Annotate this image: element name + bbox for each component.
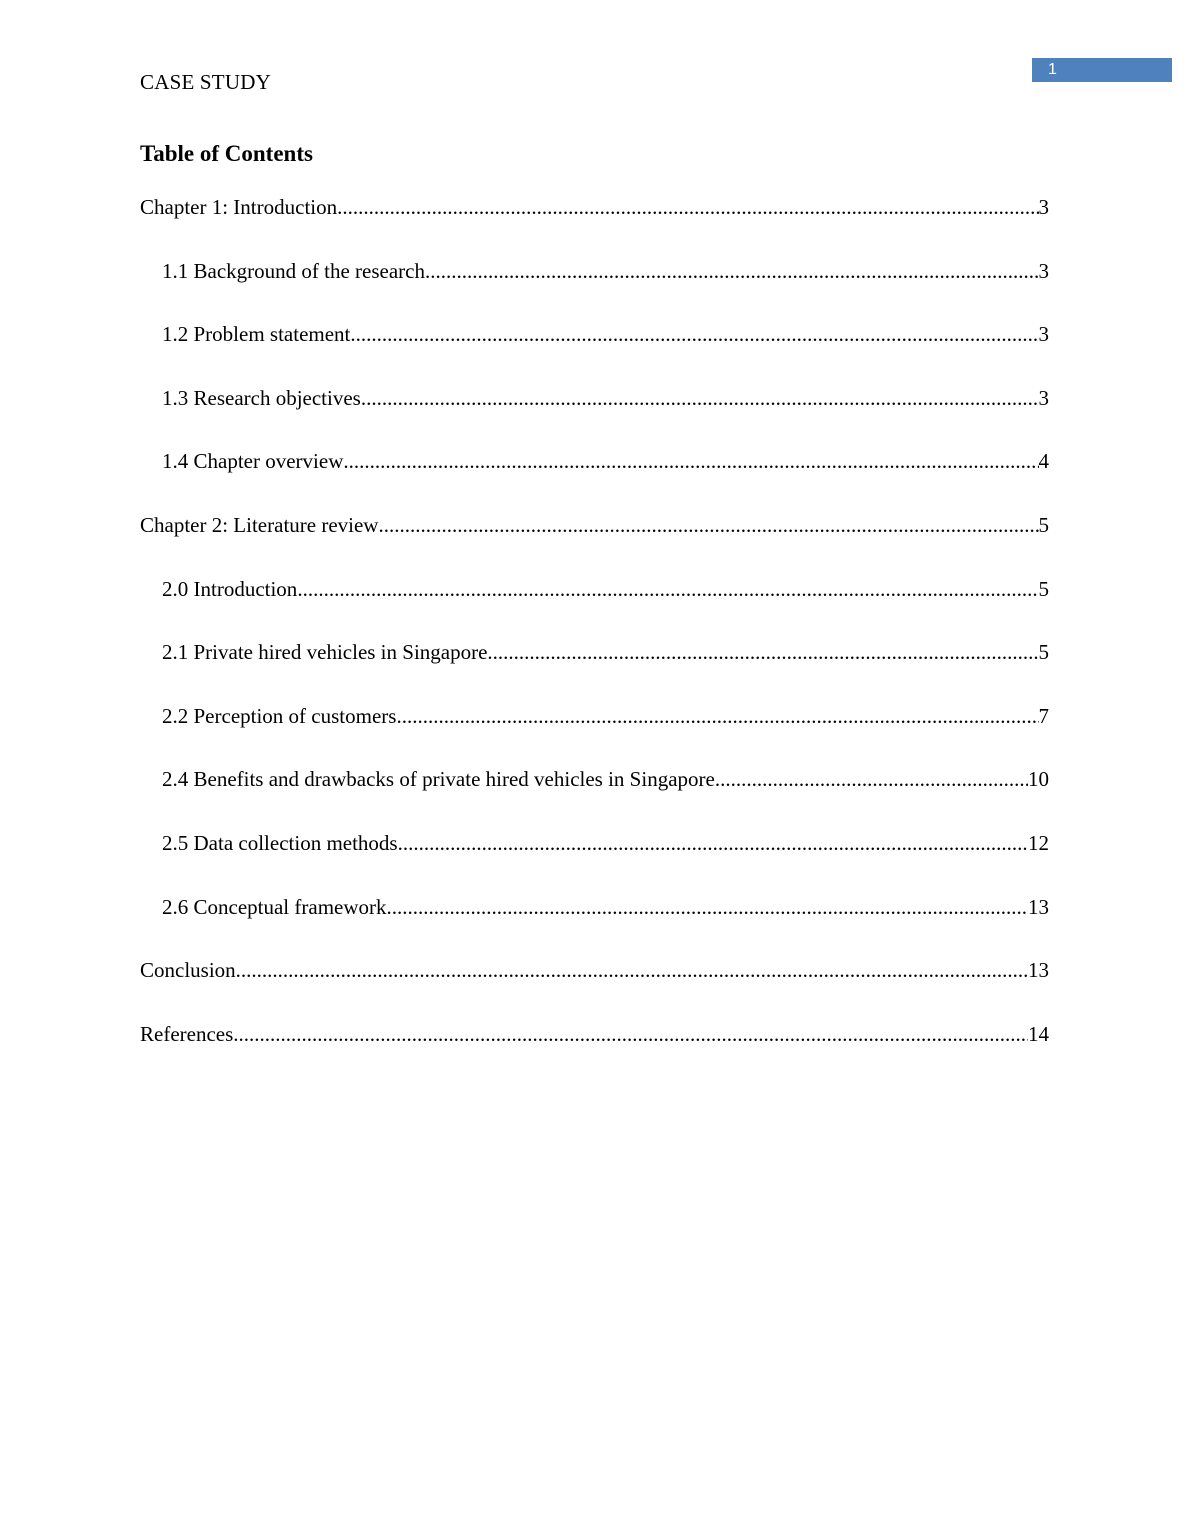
toc-heading: Table of Contents xyxy=(140,141,313,166)
toc-entry-label: 1.3 Research objectives xyxy=(162,385,361,410)
toc-entry-page: 5 xyxy=(1038,640,1049,665)
toc-entry-1-2[interactable] xyxy=(140,320,1049,384)
toc-entry-page: 13 xyxy=(1028,894,1049,919)
toc-entry-page: 5 xyxy=(1038,512,1049,537)
toc-entry-label: References xyxy=(140,1021,234,1046)
toc-entry-chapter-2[interactable] xyxy=(140,511,1049,575)
table-of-contents xyxy=(140,193,1049,1083)
toc-entry-1-3[interactable] xyxy=(140,384,1049,448)
toc-dot-leader xyxy=(361,384,1039,412)
toc-dot-leader xyxy=(378,511,1038,539)
toc-dot-leader xyxy=(236,956,1028,984)
toc-entry-label: 1.2 Problem statement xyxy=(162,322,351,347)
toc-dot-leader xyxy=(233,1020,1028,1048)
page-number: 1 xyxy=(1048,61,1057,78)
toc-entry-2-1[interactable] xyxy=(140,638,1049,702)
toc-entry-page: 13 xyxy=(1028,958,1049,983)
toc-entry-page: 3 xyxy=(1038,195,1049,219)
toc-entry-page: 10 xyxy=(1028,767,1049,792)
toc-entry-page: 14 xyxy=(1028,1021,1049,1046)
toc-entry-page: 4 xyxy=(1038,449,1049,474)
toc-dot-leader xyxy=(337,193,1038,221)
toc-entry-page: 7 xyxy=(1038,703,1049,728)
toc-entry-label: Conclusion xyxy=(140,958,236,983)
toc-entry-label: 2.2 Perception of customers xyxy=(162,703,397,728)
toc-entry-chapter-1[interactable] xyxy=(140,193,1049,257)
toc-entry-label: Chapter 1: Introduction xyxy=(140,195,338,219)
toc-entry-label: 2.1 Private hired vehicles in Singapore xyxy=(162,640,488,665)
toc-entry-page: 3 xyxy=(1038,258,1049,283)
toc-entry-label: 2.6 Conceptual framework xyxy=(162,894,387,919)
toc-entry-label: 1.4 Chapter overview xyxy=(162,449,344,474)
toc-dot-leader xyxy=(350,320,1038,348)
toc-entry-references[interactable] xyxy=(140,1020,1049,1084)
toc-entry-page: 3 xyxy=(1038,322,1049,347)
toc-dot-leader xyxy=(396,702,1038,730)
toc-entry-2-0[interactable] xyxy=(140,575,1049,639)
toc-entry-page: 3 xyxy=(1038,385,1049,410)
toc-entry-label: 2.5 Data collection methods xyxy=(162,830,398,855)
toc-entry-2-5[interactable] xyxy=(140,829,1049,893)
header-title: CASE STUDY xyxy=(140,70,271,94)
toc-entry-label: 2.0 Introduction xyxy=(162,576,298,601)
toc-entry-1-1[interactable] xyxy=(140,257,1049,321)
toc-entry-2-4[interactable] xyxy=(140,765,1049,829)
page-number-badge xyxy=(1032,58,1172,82)
toc-dot-leader xyxy=(398,829,1028,857)
toc-entry-conclusion[interactable] xyxy=(140,956,1049,1020)
toc-dot-leader xyxy=(297,575,1038,603)
toc-dot-leader xyxy=(715,765,1028,793)
toc-entry-1-4[interactable] xyxy=(140,447,1049,511)
toc-entry-label: 2.4 Benefits and drawbacks of private hired vehicles in Singapore xyxy=(162,767,715,792)
toc-entry-page: 5 xyxy=(1038,576,1049,601)
toc-entry-label: 1.1 Background of the research xyxy=(162,258,425,283)
toc-entry-2-6[interactable] xyxy=(140,893,1049,957)
toc-dot-leader xyxy=(487,638,1038,666)
toc-entry-2-2[interactable] xyxy=(140,702,1049,766)
toc-entry-label: Chapter 2: Literature review xyxy=(140,512,379,537)
toc-dot-leader xyxy=(387,893,1028,921)
toc-dot-leader xyxy=(343,447,1038,475)
toc-dot-leader xyxy=(425,257,1039,285)
toc-entry-page: 12 xyxy=(1028,830,1049,855)
